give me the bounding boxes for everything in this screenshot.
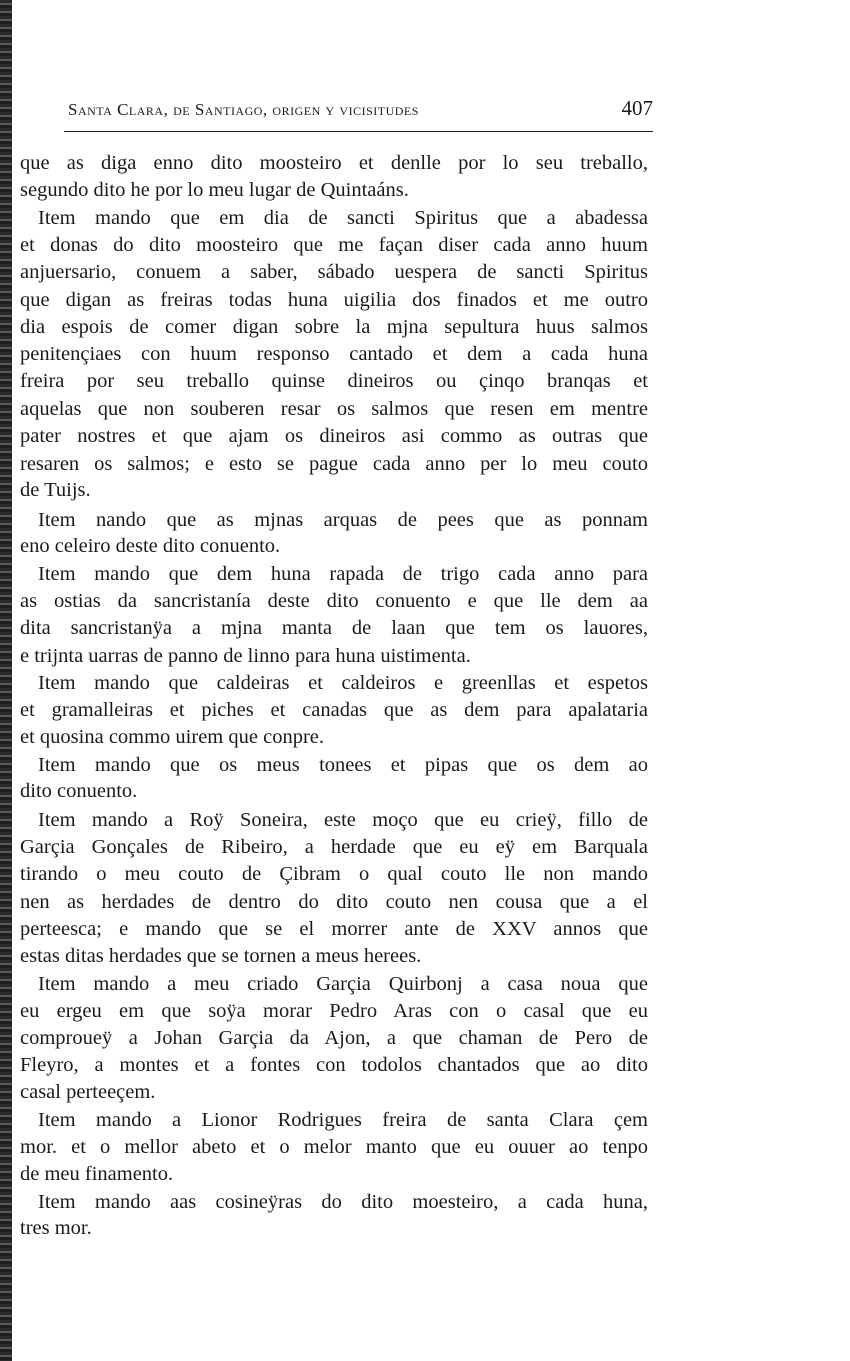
text-line: penitençiaes con huum responso cantado et dem a cada huna (20, 343, 648, 365)
text-line: anjuersario, conuem a saber, sábado uespera de sancti Spiritus (20, 261, 648, 283)
text-line: Item mando a Roÿ Soneira, este moço que eu crieÿ, fillo de (38, 809, 648, 831)
text-line: pater nostres et que ajam os dineiros asi commo as outras que (20, 425, 648, 447)
text-line: Item mando que caldeiras et caldeiros e greenllas et espetos (38, 672, 648, 694)
text-line: eu ergeu em que soÿa morar Pedro Aras con o casal que eu (20, 1000, 648, 1022)
text-line: mor. et o mellor abeto et o melor manto que eu ouuer ao tenpo (20, 1136, 648, 1158)
text-line: que as diga enno dito moosteiro et denlle por lo seu treballo, (20, 152, 648, 174)
text-line: et quosina commo uirem que conpre. (20, 726, 324, 748)
text-line: nen as herdades de dentro do dito couto nen cousa que a el (20, 891, 648, 913)
text-line: resaren os salmos; e esto se pague cada anno per lo meu couto (20, 453, 648, 475)
text-line: Item mando que os meus tonees et pipas que os dem ao (38, 754, 648, 776)
text-line: dia espois de comer digan sobre la mjna sepultura huus salmos (20, 316, 648, 338)
text-line: freira por seu treballo quinse dineiros ou çinqo branqas et (20, 370, 648, 392)
page-header (68, 96, 653, 126)
text-line: tres mor. (20, 1217, 92, 1239)
text-line: casal perteeçem. (20, 1081, 156, 1103)
text-line: et donas do dito moosteiro que me façan diser cada anno huum (20, 234, 648, 256)
text-line: que digan as freiras todas huna uigilia dos finados et me outro (20, 289, 648, 311)
text-line: Item mando que dem huna rapada de trigo cada anno para (38, 563, 648, 585)
page-number: 407 (621, 96, 653, 120)
page-binding-edge (0, 0, 12, 1361)
text-line: dito conuento. (20, 780, 138, 802)
text-line: et gramalleiras et piches et canadas que as dem para apalataria (20, 699, 648, 721)
text-line: perteesca; e mando que se el morrer ante de XXV annos que (20, 918, 648, 940)
text-line: Fleyro, a montes et a fontes con todolos chantados que ao dito (20, 1054, 648, 1076)
text-line: as ostias da sancristanía deste dito conuento e que lle dem aa (20, 590, 648, 612)
text-line: comproueÿ a Johan Garçia da Ajon, a que chaman de Pero de (20, 1027, 648, 1049)
text-line: de Tuijs. (20, 479, 91, 501)
text-line: e trijnta uarras de panno de linno para huna uistimenta. (20, 645, 471, 667)
text-line: tirando o meu couto de Çibram o qual couto lle non mando (20, 863, 648, 885)
text-line: eno celeiro deste dito conuento. (20, 535, 281, 557)
text-line: Item mando que em dia de sancti Spiritus que a abadessa (38, 207, 648, 229)
text-line: estas ditas herdades que se tornen a meus herees. (20, 945, 422, 967)
text-line: dita sancristanÿa a mjna manta de laan que tem os lauores, (20, 617, 648, 639)
text-line: Garçia Gonçales de Ribeiro, a herdade que eu eÿ em Barquala (20, 836, 648, 858)
text-line: Item nando que as mjnas arquas de pees que as ponnam (38, 509, 648, 531)
text-line: Item mando a meu criado Garçia Quirbonj a casa noua que (38, 973, 648, 995)
text-line: Item mando aas cosineÿras do dito moesteiro, a cada huna, (38, 1191, 648, 1213)
text-line: segundo dito he por lo meu lugar de Quintaáns. (20, 179, 409, 201)
text-line: aquelas que non souberen resar os salmos que resen em mentre (20, 398, 648, 420)
text-line: de meu finamento. (20, 1163, 174, 1185)
text-line: Item mando a Lionor Rodrigues freira de santa Clara çem (38, 1109, 648, 1131)
header-rule (64, 131, 653, 132)
running-title: Santa Clara, de Santiago, origen y vicisitudes (68, 100, 419, 119)
